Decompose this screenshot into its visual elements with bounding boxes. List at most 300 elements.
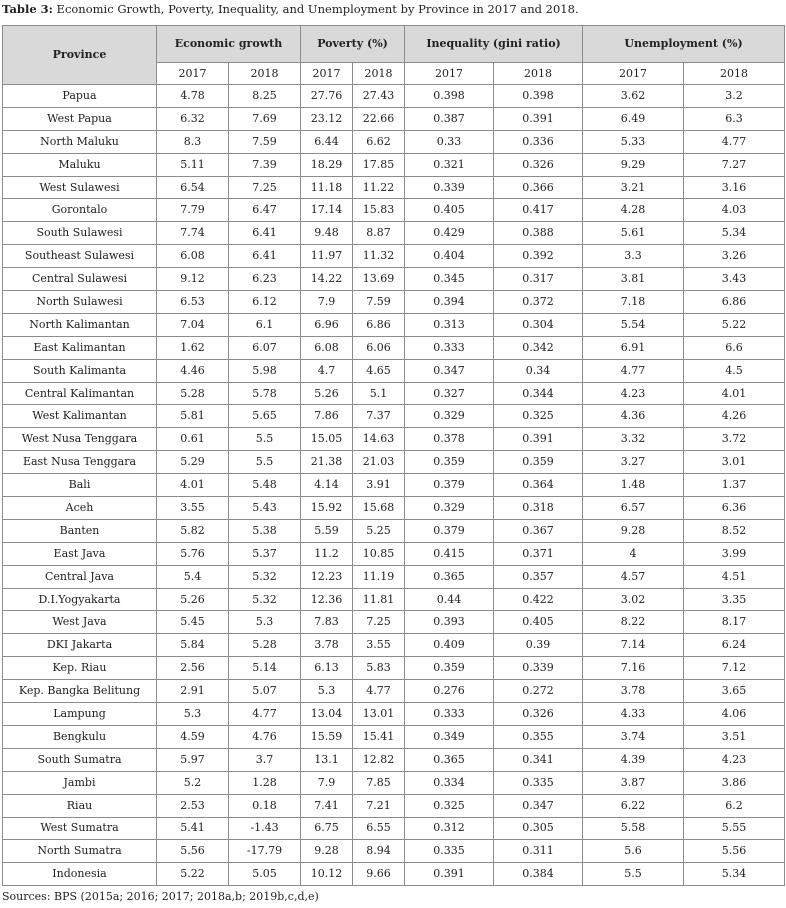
econ-growth-2018-cell: 6.47 (229, 199, 301, 222)
province-cell: Bali (3, 474, 157, 497)
poverty-2018-cell: 4.65 (353, 359, 405, 382)
poverty-2017-cell: 5.59 (301, 519, 353, 542)
gini-2017-cell: 0.409 (405, 634, 494, 657)
econ-growth-2018-cell: 5.78 (229, 382, 301, 405)
gini-2018-cell: 0.311 (494, 840, 583, 863)
province-cell: Riau (3, 794, 157, 817)
econ-growth-2017-cell: 3.55 (157, 497, 229, 520)
inequality-header: Inequality (gini ratio) (405, 26, 583, 63)
gini-2018-cell: 0.347 (494, 794, 583, 817)
poverty-2017-cell: 6.08 (301, 336, 353, 359)
poverty-2017-cell: 14.22 (301, 268, 353, 291)
unemployment-2017-cell: 6.91 (583, 336, 684, 359)
table-row (3, 268, 785, 291)
unemployment-2017-cell: 3.02 (583, 588, 684, 611)
gini-2017-cell: 0.333 (405, 336, 494, 359)
econ-growth-2017-cell: 0.61 (157, 428, 229, 451)
unemployment-2017-cell: 5.58 (583, 817, 684, 840)
gini-2017-cell: 0.429 (405, 222, 494, 245)
gini-2017-cell: 0.394 (405, 291, 494, 314)
econ-growth-2018-cell: 5.5 (229, 428, 301, 451)
poverty-2018-cell: 15.83 (353, 199, 405, 222)
poverty-2018-cell: 27.43 (353, 85, 405, 108)
province-cell: Kep. Bangka Belitung (3, 680, 157, 703)
unemployment-2017-cell: 4.23 (583, 382, 684, 405)
unemployment-2018-cell: 3.01 (684, 451, 785, 474)
poverty-2018-cell: 17.85 (353, 153, 405, 176)
gini-2018-cell: 0.417 (494, 199, 583, 222)
unemployment-2017-cell: 5.33 (583, 130, 684, 153)
unemployment-2018-cell: 4.51 (684, 565, 785, 588)
table-row (3, 451, 785, 474)
unemployment-2018-cell: 3.43 (684, 268, 785, 291)
econ-growth-2017-cell: 7.79 (157, 199, 229, 222)
province-header: Province (3, 26, 157, 85)
gini-2018-cell: 0.318 (494, 497, 583, 520)
table-row (3, 405, 785, 428)
econ-growth-2018-cell: 5.32 (229, 588, 301, 611)
table-row (3, 565, 785, 588)
econ-growth-2017-cell: 5.45 (157, 611, 229, 634)
poverty-2018-cell: 6.86 (353, 313, 405, 336)
table-row (3, 474, 785, 497)
poverty-2017-cell: 6.44 (301, 130, 353, 153)
province-cell: Southeast Sulawesi (3, 245, 157, 268)
poverty-2018-cell: 11.22 (353, 176, 405, 199)
unemployment-2018-cell: 4.5 (684, 359, 785, 382)
unemployment-2018-cell: 1.37 (684, 474, 785, 497)
table-row (3, 130, 785, 153)
unemployment-2018-cell: 6.24 (684, 634, 785, 657)
gini-2018-cell: 0.336 (494, 130, 583, 153)
gini-2018-cell: 0.325 (494, 405, 583, 428)
unemployment-2018-cell: 3.65 (684, 680, 785, 703)
table-row (3, 222, 785, 245)
gini-2017-cell: 0.327 (405, 382, 494, 405)
unemployment-2017-cell: 4.77 (583, 359, 684, 382)
poverty-2017-cell: 11.18 (301, 176, 353, 199)
table-row (3, 680, 785, 703)
poverty-2018-cell: 11.32 (353, 245, 405, 268)
unemployment-2018-cell: 4.26 (684, 405, 785, 428)
gini-2018-cell: 0.391 (494, 107, 583, 130)
table-row (3, 359, 785, 382)
econ-growth-2017-cell: 7.04 (157, 313, 229, 336)
table-row (3, 817, 785, 840)
unemployment-2017-cell: 4 (583, 542, 684, 565)
gini-2017-cell: 0.335 (405, 840, 494, 863)
econ-growth-2017-cell: 5.22 (157, 863, 229, 886)
gini-2018-cell: 0.398 (494, 85, 583, 108)
table-row (3, 542, 785, 565)
econ-growth-2017-cell: 5.4 (157, 565, 229, 588)
province-cell: East Kalimantan (3, 336, 157, 359)
econ-growth-2017-cell: 5.82 (157, 519, 229, 542)
unemployment-header: Unemployment (%) (583, 26, 785, 63)
province-cell: Aceh (3, 497, 157, 520)
province-cell: Lampung (3, 703, 157, 726)
poverty-2017-cell: 23.12 (301, 107, 353, 130)
province-cell: Kep. Riau (3, 657, 157, 680)
unemployment-2018-cell: 5.34 (684, 222, 785, 245)
gini-2017-cell: 0.325 (405, 794, 494, 817)
header-row-groups (3, 26, 785, 63)
gini-2018-cell: 0.339 (494, 657, 583, 680)
econ-growth-2018-cell: 5.05 (229, 863, 301, 886)
gini-2017-cell: 0.334 (405, 771, 494, 794)
gini-2018-cell: 0.422 (494, 588, 583, 611)
province-cell: Central Sulawesi (3, 268, 157, 291)
unemployment-2018-cell: 5.34 (684, 863, 785, 886)
econ-growth-2018-cell: 0.18 (229, 794, 301, 817)
year-header: 2018 (229, 63, 301, 85)
gini-2017-cell: 0.405 (405, 199, 494, 222)
poverty-2018-cell: 5.83 (353, 657, 405, 680)
poverty-2018-cell: 15.41 (353, 725, 405, 748)
province-cell: Indonesia (3, 863, 157, 886)
econ-growth-2018-cell: 5.48 (229, 474, 301, 497)
econ-growth-2017-cell: 8.3 (157, 130, 229, 153)
year-header: 2017 (583, 63, 684, 85)
poverty-2017-cell: 6.96 (301, 313, 353, 336)
econ-growth-2017-cell: 5.3 (157, 703, 229, 726)
econ-growth-2018-cell: 5.98 (229, 359, 301, 382)
year-header: 2017 (157, 63, 229, 85)
econ-growth-2017-cell: 5.28 (157, 382, 229, 405)
econ-growth-2017-cell: 4.46 (157, 359, 229, 382)
econ-growth-2018-cell: 7.25 (229, 176, 301, 199)
poverty-2018-cell: 10.85 (353, 542, 405, 565)
gini-2018-cell: 0.341 (494, 748, 583, 771)
econ-growth-2018-cell: 1.28 (229, 771, 301, 794)
econ-growth-2017-cell: 6.53 (157, 291, 229, 314)
province-cell: North Kalimantan (3, 313, 157, 336)
gini-2018-cell: 0.335 (494, 771, 583, 794)
year-header: 2018 (684, 63, 785, 85)
gini-2017-cell: 0.44 (405, 588, 494, 611)
unemployment-2018-cell: 5.55 (684, 817, 785, 840)
poverty-2017-cell: 27.76 (301, 85, 353, 108)
gini-2018-cell: 0.342 (494, 336, 583, 359)
unemployment-2018-cell: 8.52 (684, 519, 785, 542)
unemployment-2017-cell: 3.78 (583, 680, 684, 703)
gini-2018-cell: 0.34 (494, 359, 583, 382)
unemployment-2017-cell: 3.81 (583, 268, 684, 291)
economic-growth-header: Economic growth (157, 26, 301, 63)
unemployment-2017-cell: 3.21 (583, 176, 684, 199)
table-row (3, 519, 785, 542)
unemployment-2018-cell: 8.17 (684, 611, 785, 634)
econ-growth-2018-cell: 5.65 (229, 405, 301, 428)
unemployment-2018-cell: 4.06 (684, 703, 785, 726)
gini-2018-cell: 0.359 (494, 451, 583, 474)
econ-growth-2017-cell: 4.59 (157, 725, 229, 748)
unemployment-2017-cell: 3.27 (583, 451, 684, 474)
gini-2018-cell: 0.364 (494, 474, 583, 497)
poverty-2017-cell: 13.1 (301, 748, 353, 771)
econ-growth-2018-cell: 7.59 (229, 130, 301, 153)
poverty-2018-cell: 7.25 (353, 611, 405, 634)
poverty-2018-cell: 3.55 (353, 634, 405, 657)
table-row (3, 863, 785, 886)
poverty-2018-cell: 22.66 (353, 107, 405, 130)
gini-2018-cell: 0.344 (494, 382, 583, 405)
econ-growth-2017-cell: 2.91 (157, 680, 229, 703)
province-cell: Jambi (3, 771, 157, 794)
poverty-2018-cell: 6.62 (353, 130, 405, 153)
unemployment-2017-cell: 3.32 (583, 428, 684, 451)
gini-2018-cell: 0.304 (494, 313, 583, 336)
province-cell: South Sulawesi (3, 222, 157, 245)
econ-growth-2017-cell: 5.81 (157, 405, 229, 428)
econ-growth-2018-cell: 5.3 (229, 611, 301, 634)
poverty-2017-cell: 3.78 (301, 634, 353, 657)
poverty-2018-cell: 15.68 (353, 497, 405, 520)
econ-growth-2017-cell: 4.01 (157, 474, 229, 497)
poverty-2017-cell: 15.92 (301, 497, 353, 520)
gini-2018-cell: 0.272 (494, 680, 583, 703)
unemployment-2017-cell: 7.18 (583, 291, 684, 314)
poverty-2017-cell: 17.14 (301, 199, 353, 222)
poverty-2018-cell: 8.94 (353, 840, 405, 863)
econ-growth-2018-cell: 5.14 (229, 657, 301, 680)
gini-2017-cell: 0.379 (405, 474, 494, 497)
gini-2017-cell: 0.379 (405, 519, 494, 542)
poverty-2017-cell: 7.83 (301, 611, 353, 634)
unemployment-2018-cell: 4.03 (684, 199, 785, 222)
poverty-2017-cell: 7.41 (301, 794, 353, 817)
poverty-2017-cell: 7.9 (301, 291, 353, 314)
poverty-2017-cell: 12.36 (301, 588, 353, 611)
unemployment-2018-cell: 3.35 (684, 588, 785, 611)
econ-growth-2018-cell: 5.07 (229, 680, 301, 703)
unemployment-2017-cell: 3.3 (583, 245, 684, 268)
gini-2017-cell: 0.398 (405, 85, 494, 108)
poverty-2017-cell: 7.86 (301, 405, 353, 428)
province-cell: Central Kalimantan (3, 382, 157, 405)
unemployment-2018-cell: 3.72 (684, 428, 785, 451)
data-table (2, 25, 785, 886)
econ-growth-2018-cell: 4.77 (229, 703, 301, 726)
econ-growth-2017-cell: 7.74 (157, 222, 229, 245)
econ-growth-2018-cell: 5.28 (229, 634, 301, 657)
econ-growth-2018-cell: 5.37 (229, 542, 301, 565)
province-cell: East Nusa Tenggara (3, 451, 157, 474)
gini-2017-cell: 0.339 (405, 176, 494, 199)
econ-growth-2018-cell: 5.5 (229, 451, 301, 474)
poverty-2018-cell: 13.01 (353, 703, 405, 726)
table-caption-label: Table 3: (2, 2, 53, 16)
unemployment-2018-cell: 7.12 (684, 657, 785, 680)
econ-growth-2018-cell: 6.41 (229, 245, 301, 268)
poverty-2018-cell: 5.25 (353, 519, 405, 542)
poverty-2018-cell: 8.87 (353, 222, 405, 245)
poverty-2017-cell: 10.12 (301, 863, 353, 886)
gini-2018-cell: 0.317 (494, 268, 583, 291)
gini-2017-cell: 0.391 (405, 863, 494, 886)
province-cell: Central Java (3, 565, 157, 588)
gini-2018-cell: 0.355 (494, 725, 583, 748)
poverty-2018-cell: 7.85 (353, 771, 405, 794)
table-row (3, 313, 785, 336)
table-row (3, 291, 785, 314)
gini-2017-cell: 0.359 (405, 657, 494, 680)
unemployment-2018-cell: 3.99 (684, 542, 785, 565)
table-row (3, 771, 785, 794)
gini-2018-cell: 0.392 (494, 245, 583, 268)
poverty-2017-cell: 9.28 (301, 840, 353, 863)
unemployment-2018-cell: 6.86 (684, 291, 785, 314)
poverty-2017-cell: 11.97 (301, 245, 353, 268)
unemployment-2017-cell: 5.54 (583, 313, 684, 336)
poverty-2017-cell: 13.04 (301, 703, 353, 726)
gini-2017-cell: 0.365 (405, 565, 494, 588)
year-header: 2018 (494, 63, 583, 85)
poverty-2017-cell: 5.26 (301, 382, 353, 405)
unemployment-2018-cell: 4.77 (684, 130, 785, 153)
unemployment-2018-cell: 5.22 (684, 313, 785, 336)
econ-growth-2017-cell: 6.08 (157, 245, 229, 268)
poverty-2017-cell: 15.05 (301, 428, 353, 451)
unemployment-2017-cell: 6.22 (583, 794, 684, 817)
gini-2017-cell: 0.347 (405, 359, 494, 382)
province-cell: South Kalimanta (3, 359, 157, 382)
unemployment-2017-cell: 3.74 (583, 725, 684, 748)
unemployment-2018-cell: 5.56 (684, 840, 785, 863)
table-row (3, 725, 785, 748)
gini-2017-cell: 0.378 (405, 428, 494, 451)
econ-growth-2018-cell: 3.7 (229, 748, 301, 771)
gini-2018-cell: 0.305 (494, 817, 583, 840)
gini-2017-cell: 0.345 (405, 268, 494, 291)
gini-2018-cell: 0.367 (494, 519, 583, 542)
province-cell: South Sumatra (3, 748, 157, 771)
gini-2018-cell: 0.384 (494, 863, 583, 886)
unemployment-2017-cell: 6.49 (583, 107, 684, 130)
econ-growth-2017-cell: 1.62 (157, 336, 229, 359)
unemployment-2017-cell: 1.48 (583, 474, 684, 497)
gini-2017-cell: 0.312 (405, 817, 494, 840)
province-cell: West Kalimantan (3, 405, 157, 428)
unemployment-2018-cell: 6.2 (684, 794, 785, 817)
poverty-2018-cell: 13.69 (353, 268, 405, 291)
table-row (3, 107, 785, 130)
econ-growth-2018-cell: 6.1 (229, 313, 301, 336)
province-cell: West Java (3, 611, 157, 634)
gini-2017-cell: 0.321 (405, 153, 494, 176)
gini-2017-cell: 0.349 (405, 725, 494, 748)
gini-2018-cell: 0.39 (494, 634, 583, 657)
econ-growth-2018-cell: -1.43 (229, 817, 301, 840)
gini-2017-cell: 0.329 (405, 405, 494, 428)
unemployment-2017-cell: 7.16 (583, 657, 684, 680)
province-cell: North Sulawesi (3, 291, 157, 314)
table-row (3, 634, 785, 657)
table-row (3, 428, 785, 451)
gini-2017-cell: 0.365 (405, 748, 494, 771)
unemployment-2018-cell: 3.26 (684, 245, 785, 268)
poverty-2018-cell: 9.66 (353, 863, 405, 886)
gini-2017-cell: 0.333 (405, 703, 494, 726)
year-header: 2017 (405, 63, 494, 85)
unemployment-2017-cell: 9.29 (583, 153, 684, 176)
econ-growth-2018-cell: 6.23 (229, 268, 301, 291)
poverty-2017-cell: 11.2 (301, 542, 353, 565)
table-row (3, 497, 785, 520)
econ-growth-2017-cell: 5.97 (157, 748, 229, 771)
table-row (3, 748, 785, 771)
econ-growth-2018-cell: 8.25 (229, 85, 301, 108)
poverty-2017-cell: 15.59 (301, 725, 353, 748)
gini-2017-cell: 0.387 (405, 107, 494, 130)
poverty-2018-cell: 6.06 (353, 336, 405, 359)
province-cell: Papua (3, 85, 157, 108)
province-cell: West Sumatra (3, 817, 157, 840)
econ-growth-2017-cell: 5.11 (157, 153, 229, 176)
poverty-2018-cell: 7.37 (353, 405, 405, 428)
econ-growth-2017-cell: 6.54 (157, 176, 229, 199)
gini-2018-cell: 0.405 (494, 611, 583, 634)
poverty-2017-cell: 5.3 (301, 680, 353, 703)
province-cell: East Java (3, 542, 157, 565)
gini-2018-cell: 0.326 (494, 153, 583, 176)
province-cell: West Sulawesi (3, 176, 157, 199)
econ-growth-2017-cell: 5.26 (157, 588, 229, 611)
table-row (3, 85, 785, 108)
gini-2017-cell: 0.329 (405, 497, 494, 520)
sources-note: Sources: BPS (2015a; 2016; 2017; 2018a,b; 2019b,c,d,e) (2, 890, 319, 903)
gini-2017-cell: 0.33 (405, 130, 494, 153)
province-cell: Bengkulu (3, 725, 157, 748)
poverty-2017-cell: 9.48 (301, 222, 353, 245)
poverty-2018-cell: 11.81 (353, 588, 405, 611)
econ-growth-2017-cell: 6.32 (157, 107, 229, 130)
poverty-2017-cell: 18.29 (301, 153, 353, 176)
poverty-2017-cell: 12.23 (301, 565, 353, 588)
unemployment-2017-cell: 5.5 (583, 863, 684, 886)
province-cell: North Maluku (3, 130, 157, 153)
unemployment-2018-cell: 3.16 (684, 176, 785, 199)
econ-growth-2017-cell: 5.29 (157, 451, 229, 474)
province-cell: Banten (3, 519, 157, 542)
econ-growth-2017-cell: 5.2 (157, 771, 229, 794)
poverty-2017-cell: 4.14 (301, 474, 353, 497)
econ-growth-2018-cell: -17.79 (229, 840, 301, 863)
poverty-2018-cell: 12.82 (353, 748, 405, 771)
econ-growth-2017-cell: 4.78 (157, 85, 229, 108)
table-caption (2, 2, 579, 16)
econ-growth-2018-cell: 6.12 (229, 291, 301, 314)
econ-growth-2017-cell: 2.53 (157, 794, 229, 817)
province-cell: DKI Jakarta (3, 634, 157, 657)
econ-growth-2018-cell: 5.43 (229, 497, 301, 520)
econ-growth-2018-cell: 5.32 (229, 565, 301, 588)
poverty-2018-cell: 5.1 (353, 382, 405, 405)
gini-2017-cell: 0.276 (405, 680, 494, 703)
econ-growth-2018-cell: 6.41 (229, 222, 301, 245)
unemployment-2017-cell: 3.62 (583, 85, 684, 108)
poverty-2018-cell: 21.03 (353, 451, 405, 474)
unemployment-2018-cell: 7.27 (684, 153, 785, 176)
poverty-2018-cell: 3.91 (353, 474, 405, 497)
econ-growth-2017-cell: 9.12 (157, 268, 229, 291)
gini-2017-cell: 0.393 (405, 611, 494, 634)
unemployment-2017-cell: 3.87 (583, 771, 684, 794)
unemployment-2017-cell: 4.36 (583, 405, 684, 428)
unemployment-2018-cell: 3.86 (684, 771, 785, 794)
poverty-2017-cell: 6.13 (301, 657, 353, 680)
econ-growth-2017-cell: 5.84 (157, 634, 229, 657)
